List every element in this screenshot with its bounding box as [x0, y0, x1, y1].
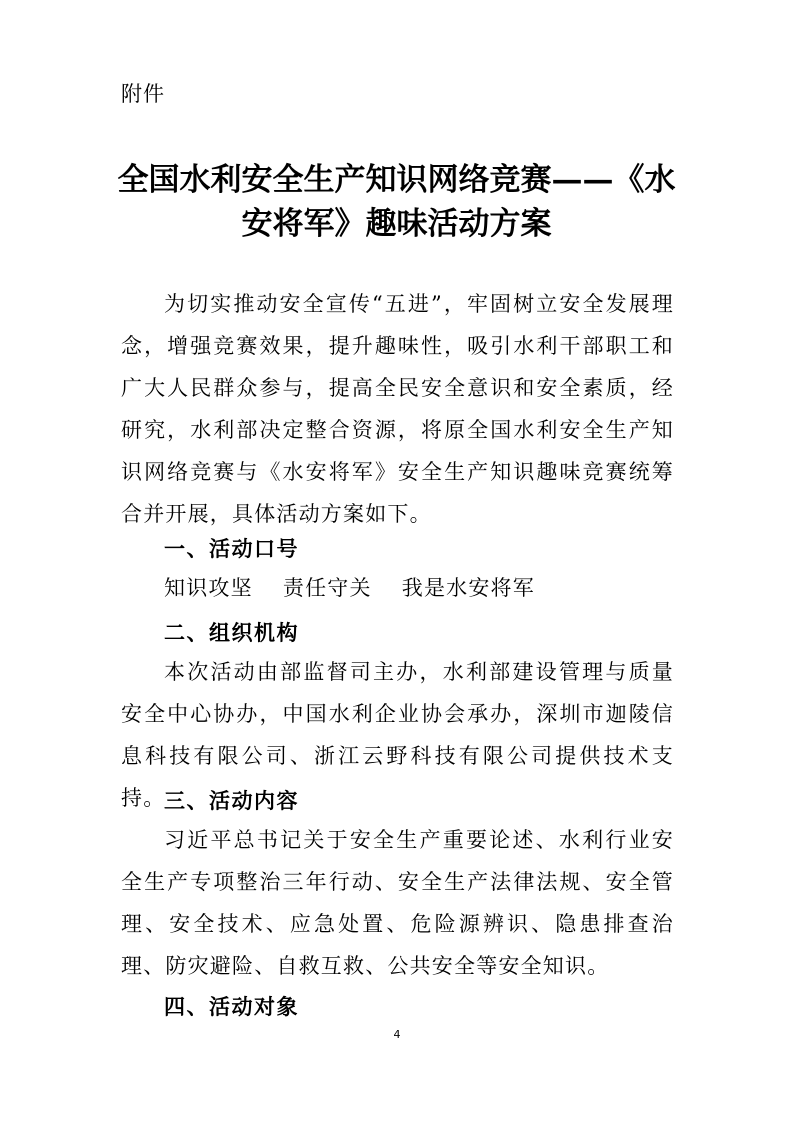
page-number: 4 — [393, 1028, 401, 1041]
content-paragraph: 习近平总书记关于安全生产重要论述、水利行业安全生产专项整治三年行动、安全生产法律法规、安全管理、安全技术、应急处置、危险源辨识、隐患排查治理、防灾避险、自救互救、公共安全等安全知识。 — [121, 828, 674, 978]
document-title: 全国水利安全生产知识网络竞赛——《水安将军》趣味活动方案 — [117, 162, 676, 242]
section-heading-content: 三、活动内容 — [164, 789, 299, 813]
intro-paragraph: 为切实推动安全宣传“五进”，牢固树立安全发展理念，增强竞赛效果，提升趣味性，吸引水利干部职工和广大人民群众参与，提高全民安全意识和安全素质，经研究，水利部决定整合资源，将原全国水利安全生产知识网络竞赛与《水安将军》安全生产知识趣味竞赛统筹合并开展，具体活动方案如下。 — [121, 292, 674, 526]
organization-paragraph: 本次活动由部监督司主办，水利部建设管理与质量安全中心协办，中国水利企业协会承办，深圳市迦陵信息科技有限公司、浙江云野科技有限公司提供技术支持。 — [121, 660, 674, 810]
section-heading-organization: 二、组织机构 — [164, 621, 299, 645]
attachment-label: 附件 — [121, 82, 165, 106]
slogan-text: 知识攻坚 责任守关 我是水安将军 — [164, 576, 535, 600]
section-heading-slogan: 一、活动口号 — [164, 537, 299, 561]
section-heading-participants: 四、活动对象 — [164, 995, 299, 1019]
